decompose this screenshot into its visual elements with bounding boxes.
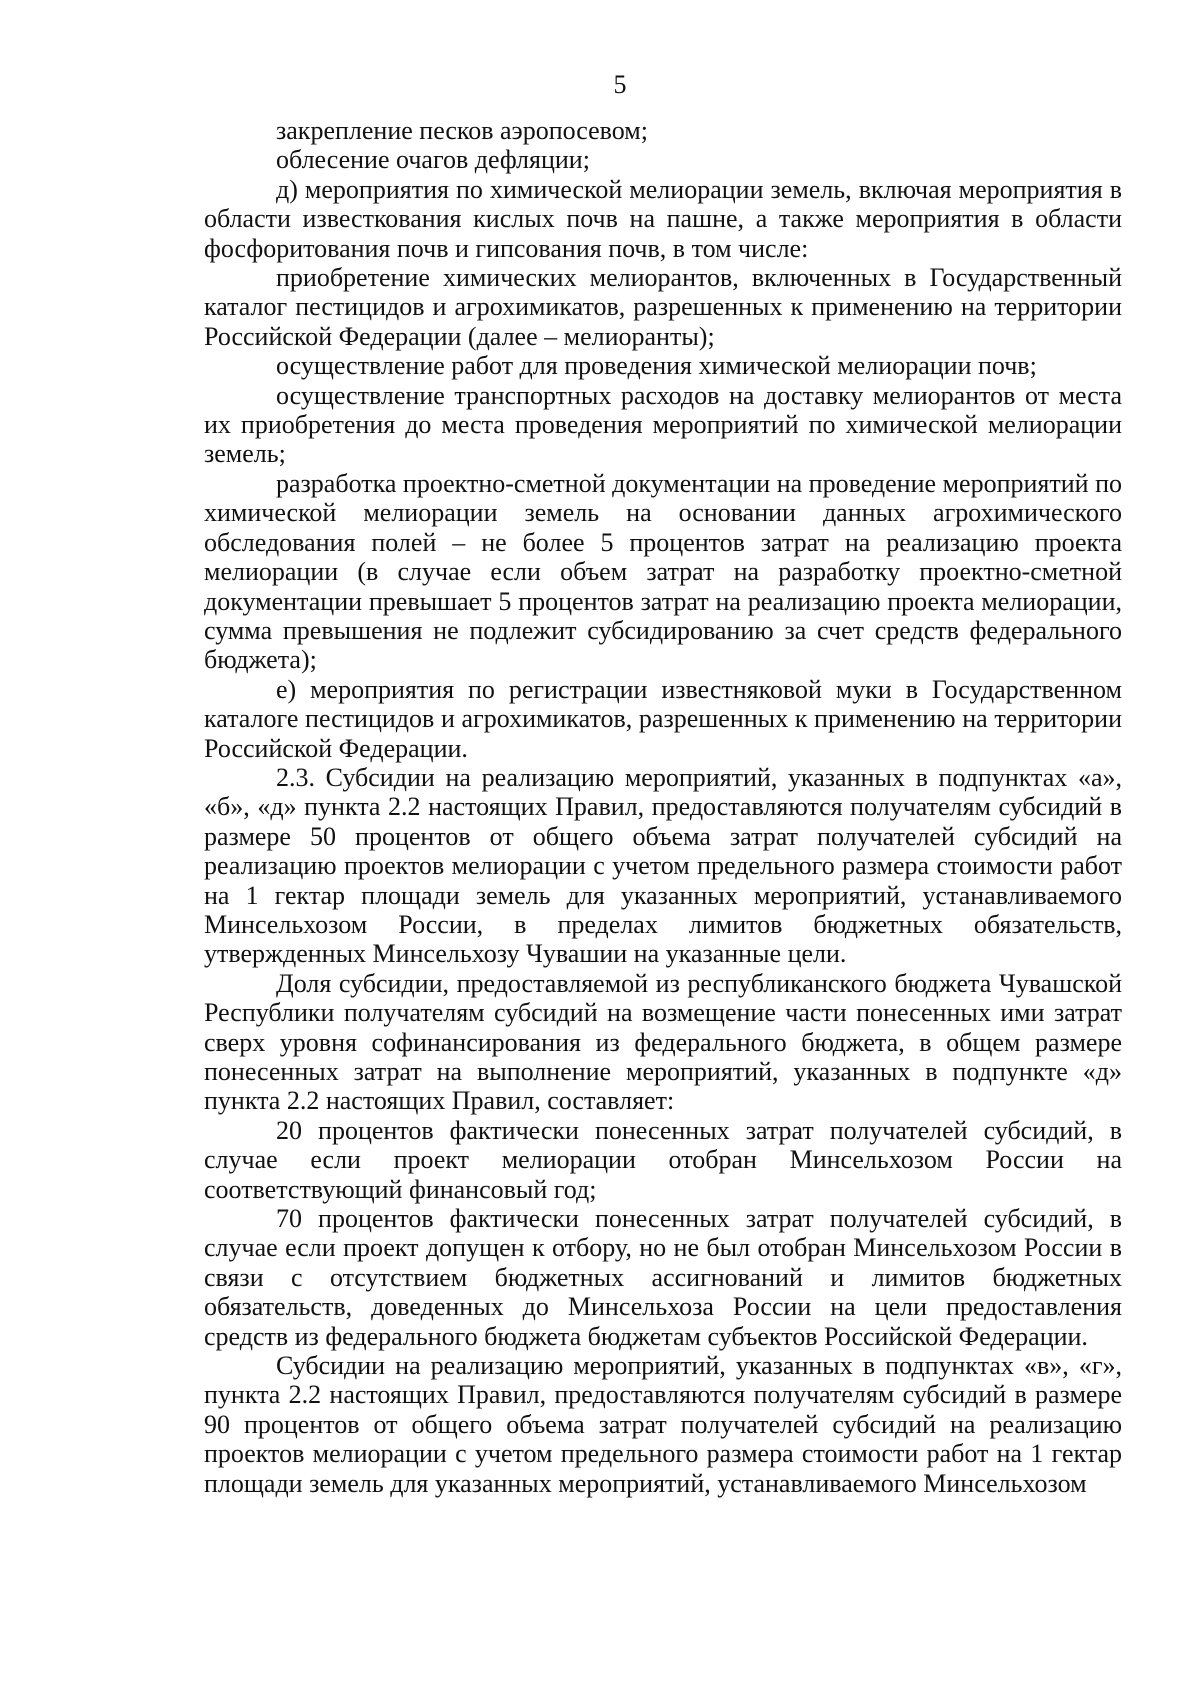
paragraph: Субсидии на реализацию мероприятий, указанных в подпунктах «в», «г», пункта 2.2 настоящих Правил, предоставляются получателям субсидий в размере 90 процентов от общего объема затрат получателей субсидий на реализацию проектов мелиорации с учетом предельного размера стоимости работ на 1 гектар площади земель для указанных мероприятий, устанавливаемого Минсельхозом [204, 1351, 1122, 1498]
paragraph: 70 процентов фактически понесенных затрат получателей субсидий, в случае если проект допущен к отбору, но не был отобран Минсельхозом России в связи с отсутствием бюджетных ассигнований и лимитов бюджетных обязательств, доведенных до Минсельхоза России на цели предоставления средств из федерального бюджета бюджетам субъектов Российской Федерации. [204, 1204, 1122, 1351]
paragraph: осуществление работ для проведения химической мелиорации почв; [276, 351, 1037, 381]
paragraph: осуществление транспортных расходов на доставку мелиорантов от места их приобретения до места проведения мероприятий по химической мелиорации земель; [204, 380, 1122, 469]
paragraph: закрепление песков аэропосевом; [276, 116, 648, 145]
paragraph: разработка проектно-сметной документации на проведение мероприятий по химической мелиорации земель на основании данных агрохимического обследования полей – не более 5 процентов затрат на реализацию проекта мелиорации (в случае если объем затрат на разработку проектно-сметной документации превышает 5 процентов затрат на реализацию проекта мелиорации, сумма превышения не подлежит субсидированию за счет средств федерального бюджета); [204, 468, 1122, 675]
paragraph: приобретение химических мелиорантов, включенных в Государственный каталог пестицидов и агрохимикатов, разрешенных к применению на территории Российской Федерации (далее – мелиоранты); [204, 263, 1122, 351]
paragraph: 2.3. Субсидии на реализацию мероприятий, указанных в подпунктах «а», «б», «д» пункта 2.2 настоящих Правил, предоставляются получателям субсидий в размере 50 процентов от общего объема затрат получателей субсидий на реализацию проектов мелиорации с учетом предельного размера стоимости работ на 1 гектар площади земель для указанных мероприятий, устанавливаемого Минсельхозом России, в пределах лимитов бюджетных обязательств, утвержденных Минсельхозу Чувашии на указанные цели. [204, 762, 1122, 969]
paragraph: д) мероприятия по химической мелиорации земель, включая мероприятия в области известкования кислых почв на пашне, а также мероприятия в области фосфоритования почв и гипсования почв, в том числе: [204, 174, 1122, 263]
paragraph: е) мероприятия по регистрации известняковой муки в Государственном каталоге пестицидов и агрохимикатов, разрешенных к применению на территории Российской Федерации. [204, 674, 1122, 763]
paragraph: облесение очагов дефляции; [276, 145, 590, 175]
page-number: 5 [613, 70, 627, 99]
paragraph: 20 процентов фактически понесенных затрат получателей субсидий, в случае если проект мелиорации отобран Минсельхозом России на соответствующий финансовый год; [204, 1115, 1122, 1204]
paragraph: Доля субсидии, предоставляемой из республиканского бюджета Чувашской Республики получателям субсидий на возмещение части понесенных ими затрат сверх уровня софинансирования из федерального бюджета, в общем размере понесенных затрат на выполнение мероприятий, указанных в подпункте «д» пункта 2.2 настоящих Правил, составляет: [204, 968, 1122, 1116]
document-body [204, 116, 1122, 1498]
